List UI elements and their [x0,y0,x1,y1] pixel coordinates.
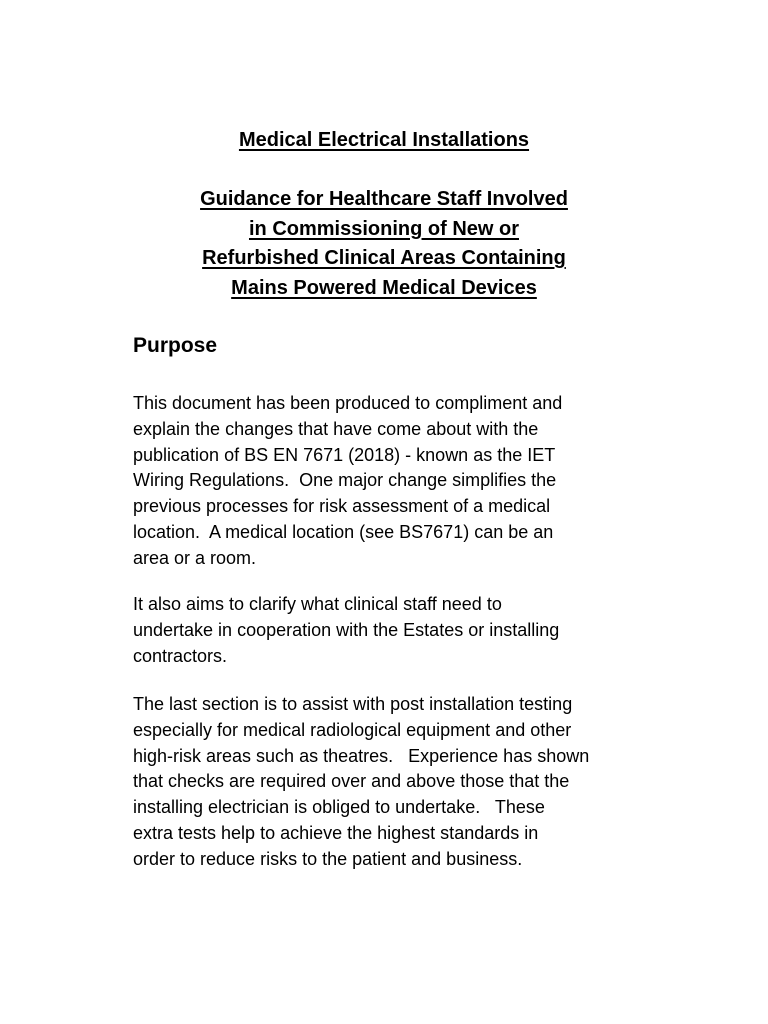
paragraph-line: previous processes for risk assessment of a medical [133,496,551,517]
paragraph-line: order to reduce risks to the patient and business. [133,848,523,869]
paragraph-line: contractors. [133,645,228,666]
paragraph-line: location. A medical location (see BS7671) can be an [133,521,554,542]
paragraph-line: area or a room. [133,547,257,568]
body-paragraph [133,592,653,669]
paragraph-line: high-risk areas such as theatres. Experience has shown [133,745,590,766]
paragraph-line: extra tests help to achieve the highest standards in [133,822,539,843]
subtitle-line: Mains Powered Medical Devices [231,276,537,299]
subtitle-line: Guidance for Healthcare Staff Involved [200,188,568,210]
document-subtitle [100,185,668,303]
paragraph-line: Wiring Regulations. One major change simplifies the [133,470,557,491]
document-title: Medical Electrical Installations [238,129,530,151]
paragraph-line: This document has been produced to compliment and [133,393,563,413]
subtitle-line: in Commissioning of New or [248,217,519,240]
paragraph-line: especially for medical radiological equipment and other [133,719,572,740]
paragraph-line: It also aims to clarify what clinical staff need to [133,594,502,614]
paragraph-line: undertake in cooperation with the Estates or installing [133,619,560,640]
paragraph-line: publication of BS EN 7671 (2018) - known as the IET [133,444,556,465]
body-paragraph [133,692,653,873]
subtitle-line: Refurbished Clinical Areas Containing [202,247,566,269]
paragraph-line: The last section is to assist with post installation testing [133,694,573,714]
body-paragraph [133,391,653,572]
section-heading-purpose: Purpose [133,334,218,357]
paragraph-line: that checks are required over and above those that the [133,771,570,792]
paragraph-line: explain the changes that have come about with the [133,418,539,439]
paragraph-line: installing electrician is obliged to undertake. These [133,797,545,818]
